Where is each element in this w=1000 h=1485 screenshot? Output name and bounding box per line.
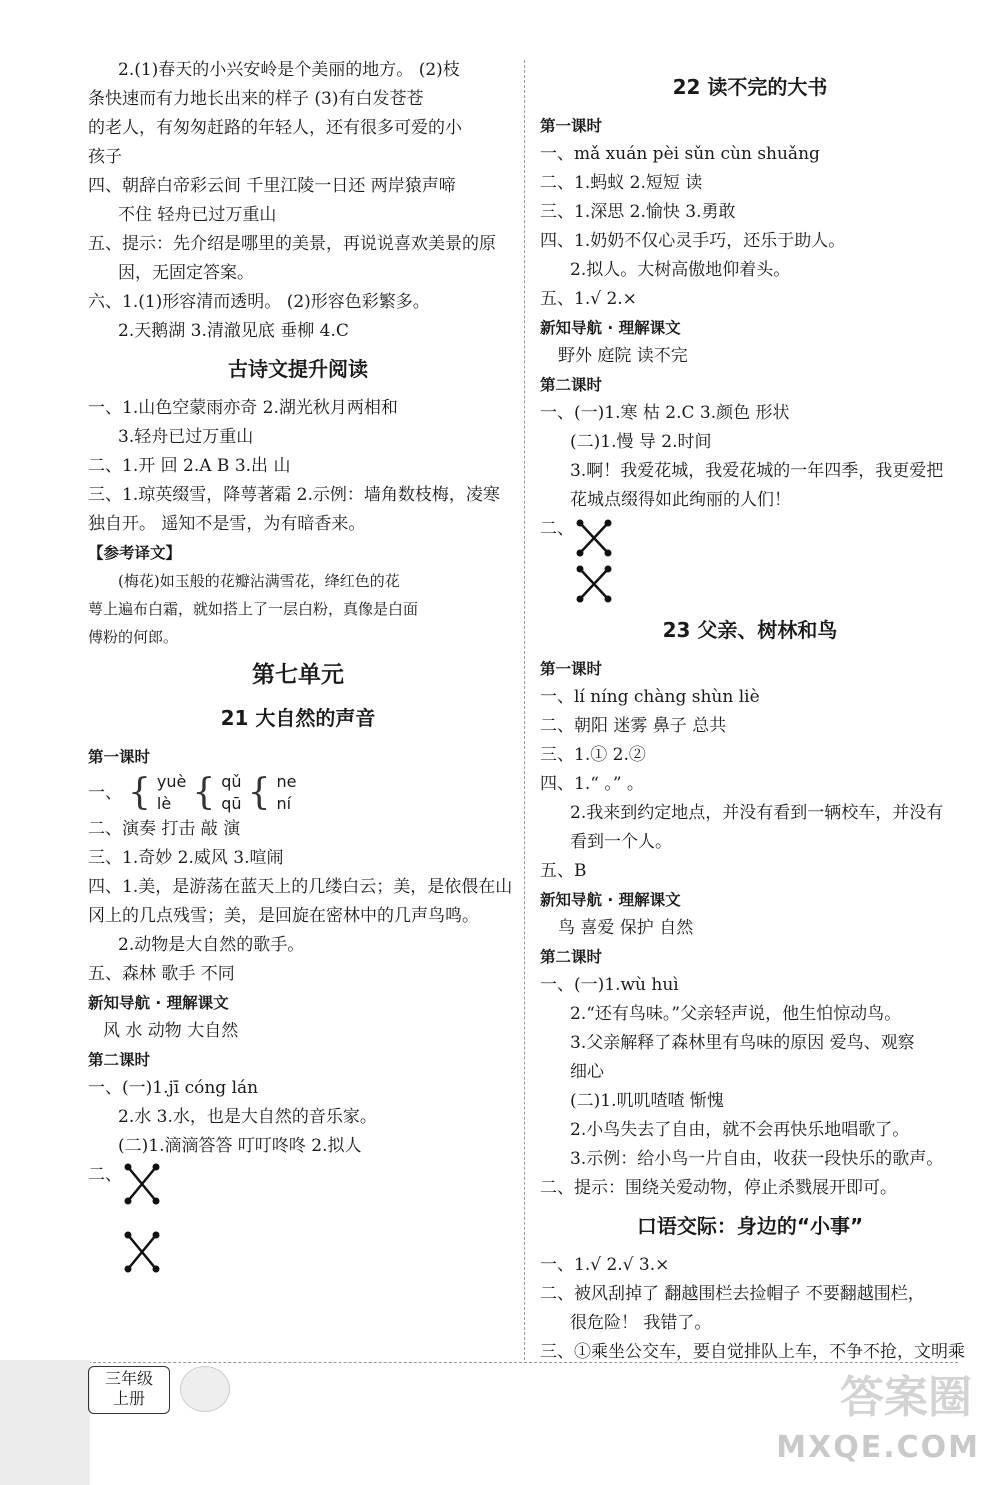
text-line: 一、(一)1.寒 枯 2.C 3.颜色 形状 (540, 403, 790, 423)
brace-icon: { (247, 772, 271, 813)
text-line: 2.水 3.水，也是大自然的音乐家。 (118, 1107, 377, 1127)
pinyin-brace-row (88, 771, 508, 815)
watermark-url: MXQE.COM (776, 1430, 980, 1465)
reference-text: (梅花)如玉般的花瓣沾满雪花，绛红色的花 (118, 572, 400, 590)
text-line: 因，无固定答案。 (118, 263, 254, 283)
text-line: 四、1.美，是游荡在蓝天上的几缕白云；美，是依偎在山 (88, 877, 513, 897)
text-line: 二、提示：围绕关爱动物，停止杀戮展开即可。 (540, 1178, 897, 1198)
watermark-logo: 答案圈 (840, 1372, 972, 1423)
lesson-22-title: 22 读不完的大书 (672, 75, 828, 99)
reference-text: 萼上遍布白霜，就如搭上了一层白粉，真像是白面 (88, 600, 419, 618)
column-divider (524, 60, 525, 1360)
text-line: 细心 (570, 1062, 604, 1082)
lesson-21-answers (88, 815, 513, 1161)
text-line: 野外 庭院 读不完 (558, 346, 688, 366)
text-line: 很危险！ 我错了。 (570, 1313, 712, 1333)
lesson-period-heading: 第二课时 (540, 376, 603, 394)
cross-match-icon (122, 1229, 162, 1275)
text-line: 五、提示：先介绍是哪里的美景，再说说喜欢美景的原 (88, 234, 496, 254)
text-line: 一、1.山色空蒙雨亦奇 2.湖光秋月两相和 (88, 398, 398, 418)
text-line: 四、朝辞白帝彩云间 千里江陵一日还 两岸猿声啼 (88, 176, 456, 196)
text-line: 五、1.√ 2.× (540, 289, 637, 309)
text-line: 四、1.奶奶不仅心灵手巧，还乐于助人。 (540, 231, 846, 251)
text-line: 一、(一)1.jī cóng lán (88, 1078, 259, 1098)
matching-lines (574, 515, 614, 607)
left-column (88, 56, 513, 1275)
pinyin-pair (157, 771, 186, 815)
grade-label: 三年级 (104, 1369, 153, 1388)
text-line: 2.天鹅湖 3.清澈见底 垂柳 4.C (118, 321, 349, 341)
text-line: 2.动物是大自然的歌手。 (118, 935, 305, 955)
text-line: 独自开。 遥知不是雪，为有暗香来。 (88, 514, 366, 534)
answers-block-1 (88, 56, 508, 346)
child-face-icon (180, 1366, 230, 1412)
bottom-divider (88, 1362, 958, 1363)
cross-match-icon (574, 561, 614, 607)
item-prefix: 一、 (88, 783, 122, 803)
grade-badge (88, 1366, 170, 1414)
pinyin: ní (276, 794, 292, 813)
text-line: 2.(1)春天的小兴安岭是个美丽的地方。 (2)枝 (118, 60, 460, 80)
text-line: 一、mǎ xuán pèi sǔn cùn shuǎng (540, 144, 820, 164)
kouyu-title: 口语交际：身边的“小事” (636, 1214, 864, 1238)
cross-match-icon (574, 515, 614, 561)
text-line: 四、1.“ 。” 。 (540, 774, 644, 794)
item-prefix: 二、 (540, 519, 574, 539)
text-line: 2.我来到约定地点，并没有看到一辆校车，并没有 (570, 803, 944, 823)
text-line: 五、B (540, 861, 587, 881)
pinyin: ne (276, 772, 297, 791)
text-line: 不住 轻舟已过万重山 (118, 205, 277, 225)
lesson-period-heading: 第二课时 (540, 948, 603, 966)
reference-text: 傅粉的何郎。 (88, 628, 179, 646)
text-line: 三、1.琼英缀雪，降萼著霜 2.示例：墙角数枝梅，凌寒 (88, 485, 500, 505)
text-line: (二)1.叽叽喳喳 惭愧 (570, 1091, 724, 1111)
page-edge-band (0, 1360, 90, 1485)
volume-label: 上册 (112, 1389, 145, 1408)
text-line: 六、1.(1)形容清而透明。 (2)形容色彩繁多。 (88, 292, 430, 312)
lesson-period-heading: 第二课时 (88, 1051, 151, 1069)
xinzhi-heading: 新知导航 · 理解课文 (88, 994, 229, 1012)
unit-title: 第七单元 (252, 662, 344, 688)
text-line: 二、1.开 回 2.A B 3.出 山 (88, 456, 291, 476)
text-line: 条快速而有力地长出来的样子 (3)有白发苍苍 (88, 89, 424, 109)
text-line: 3.啊！我爱花城，我爱花城的一年四季，我更爱把 (570, 461, 944, 481)
pinyin-pair (221, 771, 241, 815)
text-line: (二)1.滴滴答答 叮叮咚咚 2.拟人 (118, 1136, 362, 1156)
right-column (540, 56, 965, 1367)
text-line: 2.“还有鸟味。”父亲轻声说，他生怕惊动鸟。 (570, 1004, 902, 1024)
lesson-period-heading: 第一课时 (88, 748, 151, 766)
item-prefix: 二、 (88, 1165, 122, 1185)
text-line: 孩子 (88, 147, 122, 167)
text-line: 花城点缀得如此绚丽的人们！ (570, 490, 791, 510)
reference-label: 【参考译文】 (88, 544, 182, 562)
matching-lines (122, 1161, 162, 1275)
text-line: 二、被风刮掉了 翻越围栏去捡帽子 不要翻越围栏， (540, 1284, 925, 1304)
section-title-gushi: 古诗文提升阅读 (228, 357, 368, 381)
pinyin: lè (156, 794, 172, 813)
brace-icon: { (128, 772, 151, 813)
text-line: 3.父亲解释了森林里有鸟味的原因 爱鸟、观察 (570, 1033, 915, 1053)
xinzhi-heading: 新知导航 · 理解课文 (540, 891, 681, 909)
text-line: 二、朝阳 迷雾 鼻子 总共 (540, 716, 727, 736)
lesson-21-title: 21 大自然的声音 (220, 706, 376, 730)
text-line: 3.示例：给小鸟一片自由，收获一段快乐的歌声。 (570, 1149, 944, 1169)
text-line: 三、①乘坐公交车，要自觉排队上车，不争不抢，文明乘 (540, 1342, 965, 1362)
brace-icon: { (192, 772, 216, 813)
text-line: 三、1.奇妙 2.威风 3.喧闹 (88, 848, 284, 868)
text-line: (二)1.慢 导 2.时间 (570, 432, 712, 452)
text-line: 二、1.蚂蚁 2.短短 读 (540, 173, 703, 193)
text-line: 三、1.① 2.② (540, 745, 646, 765)
matching-answer (88, 1161, 508, 1275)
matching-answer (540, 515, 960, 607)
text-line: 2.小鸟失去了自由，就不会再快乐地唱歌了。 (570, 1120, 910, 1140)
pinyin: qū (221, 794, 242, 813)
lesson-period-heading: 第一课时 (540, 660, 603, 678)
text-line: 3.轻舟已过万重山 (118, 427, 254, 447)
text-line: 一、1.√ 2.√ 3.× (540, 1255, 670, 1275)
text-line: 的老人，有匆匆赶路的年轻人，还有很多可爱的小 (88, 118, 462, 138)
text-line: 二、演奏 打击 敲 演 (88, 819, 241, 839)
text-line: 风 水 动物 大自然 (103, 1021, 239, 1041)
text-line: 冈上的几点残雪；美，是回旋在密林中的几声鸟鸣。 (88, 906, 479, 926)
text-line: 鸟 喜爱 保护 自然 (558, 918, 694, 938)
pinyin: yuè (156, 772, 187, 791)
text-line: 一、(一)1.wù huì (540, 975, 679, 995)
gushi-answers (88, 394, 508, 651)
text-line: 2.拟人。大树高傲地仰着头。 (570, 260, 791, 280)
lesson-23-title: 23 父亲、树林和鸟 (662, 618, 838, 642)
text-line: 一、lí níng chàng shùn liè (540, 687, 760, 707)
cross-match-icon (122, 1161, 162, 1207)
pinyin: qǔ (221, 772, 242, 791)
text-line: 五、森林 歌手 不同 (88, 964, 235, 984)
xinzhi-heading: 新知导航 · 理解课文 (540, 319, 681, 337)
text-line: 看到一个人。 (570, 832, 672, 852)
text-line: 三、1.深思 2.愉快 3.勇敢 (540, 202, 736, 222)
pinyin-pair (276, 771, 296, 815)
lesson-period-heading: 第一课时 (540, 117, 603, 135)
